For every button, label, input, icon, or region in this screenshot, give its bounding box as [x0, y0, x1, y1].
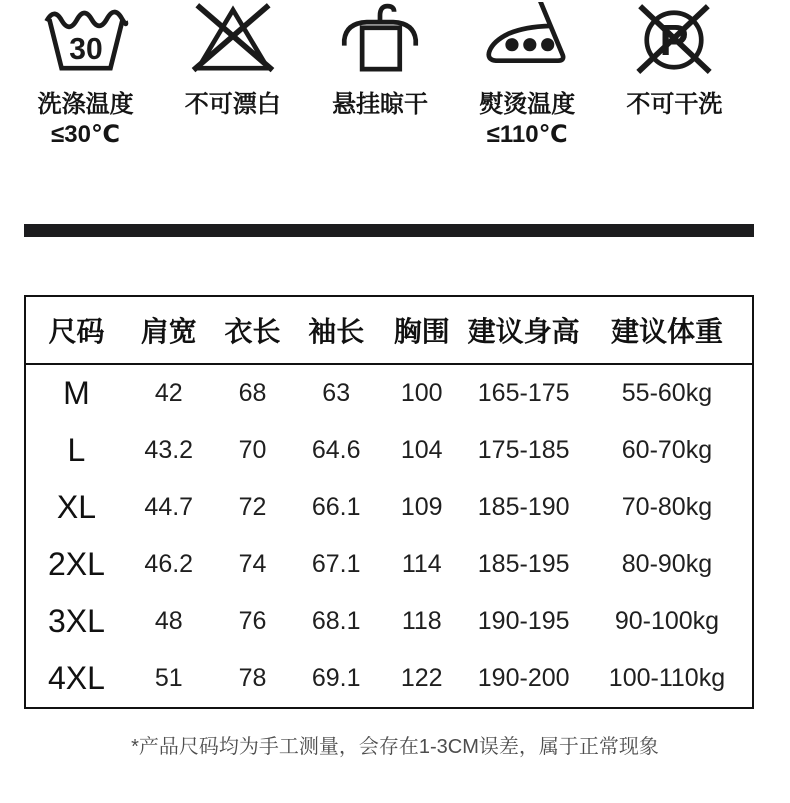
iron-three-dots-icon [480, 2, 574, 78]
size-cell: M [63, 375, 90, 411]
hang-dry-icon [333, 2, 427, 78]
care-label-wash-temp: 洗涤温度 ≤30℃ [37, 91, 134, 148]
column-header: 肩宽 [127, 296, 211, 364]
care-item-no-dry-clean [601, 2, 748, 150]
value-cell: 190-200 [477, 664, 570, 692]
table-row [25, 650, 753, 708]
size-cell: 3XL [47, 603, 105, 639]
no-dry-clean-icon [627, 2, 721, 78]
value-cell: 114 [401, 550, 442, 578]
wash-temp-number: 30 [68, 32, 103, 66]
size-cell: XL [56, 489, 97, 525]
value-cell: 122 [400, 664, 443, 692]
value-cell: 109 [400, 493, 443, 521]
wash-basin-30-icon [39, 2, 133, 78]
value-cell: 175-185 [477, 436, 570, 464]
value-cell: 60-70kg [621, 436, 713, 464]
dry-clean-letter: P [659, 17, 689, 66]
table-row [25, 422, 753, 479]
value-cell: 190-195 [477, 607, 570, 635]
care-label-no-dry-clean: 不可干洗 [626, 91, 723, 118]
column-header: 袖长 [294, 296, 378, 364]
value-cell: 43.2 [144, 436, 194, 464]
value-cell: 185-190 [477, 493, 570, 521]
value-cell: 90-100kg [614, 607, 720, 635]
column-header: 建议身高 [465, 296, 581, 364]
size-table-header-row [25, 296, 753, 364]
table-row [25, 536, 753, 593]
value-cell: 78 [238, 664, 267, 692]
value-cell: 100 [400, 379, 443, 407]
care-item-iron-temp [454, 2, 601, 150]
care-item-no-bleach [159, 2, 306, 150]
value-cell: 74 [238, 550, 267, 578]
value-cell: 165-175 [477, 379, 570, 407]
table-row [25, 593, 753, 650]
value-cell: 76 [238, 607, 267, 635]
value-cell: 63 [322, 379, 351, 407]
care-symbols-row [12, 2, 748, 150]
column-header: 衣长 [211, 296, 295, 364]
table-row [25, 364, 753, 422]
value-cell: 68.1 [311, 607, 361, 635]
value-cell: 51 [154, 664, 183, 692]
care-item-wash-temp [12, 2, 159, 150]
value-cell: 64.6 [311, 436, 361, 464]
section-divider-bar [24, 224, 754, 237]
column-header: 建议体重 [582, 296, 753, 364]
value-cell: 68 [238, 379, 267, 407]
size-table-body [25, 364, 753, 708]
value-cell: 80-90kg [621, 550, 713, 578]
value-cell: 70-80kg [621, 493, 713, 521]
column-header: 尺码 [25, 296, 127, 364]
table-row [25, 479, 753, 536]
value-cell: 66.1 [311, 493, 361, 521]
value-cell: 118 [401, 607, 442, 635]
care-label-no-bleach: 不可漂白 [184, 91, 281, 118]
value-cell: 48 [154, 607, 183, 635]
column-header: 胸围 [378, 296, 465, 364]
value-cell: 67.1 [311, 550, 361, 578]
value-cell: 69.1 [311, 664, 361, 692]
size-cell: L [67, 432, 86, 468]
care-label-iron-temp: 熨烫温度 ≤110℃ [479, 91, 576, 148]
value-cell: 104 [400, 436, 443, 464]
no-bleach-icon [186, 2, 280, 78]
size-cell: 2XL [47, 546, 105, 582]
value-cell: 100-110kg [608, 664, 726, 692]
value-cell: 70 [238, 436, 267, 464]
size-cell: 4XL [47, 660, 105, 696]
value-cell: 44.7 [144, 493, 194, 521]
value-cell: 72 [238, 493, 267, 521]
value-cell: 42 [154, 379, 183, 407]
value-cell: 185-195 [477, 550, 570, 578]
care-item-hang-dry [306, 2, 453, 150]
value-cell: 46.2 [144, 550, 194, 578]
size-chart-table [24, 295, 754, 709]
value-cell: 55-60kg [621, 379, 713, 407]
care-label-hang-dry: 悬挂晾干 [332, 91, 428, 118]
measurement-disclaimer: *产品尺码均为手工测量，会存在1-3CM误差，属于正常现象 [131, 736, 659, 758]
